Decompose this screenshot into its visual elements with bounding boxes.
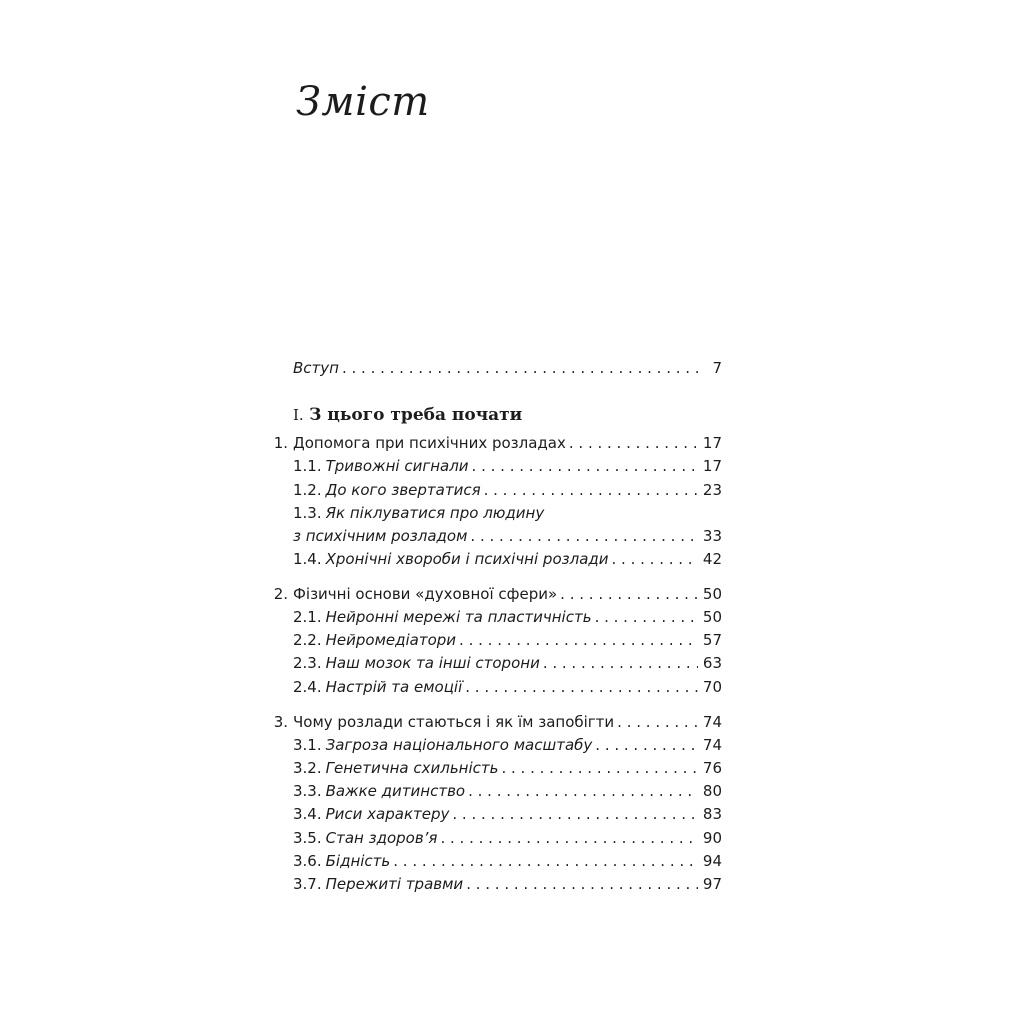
subentry-number: 1.4.	[293, 550, 322, 568]
subentry-title: Нейромедіатори	[325, 631, 457, 649]
leader-dots	[393, 850, 698, 873]
toc-page-number: 90	[702, 829, 722, 847]
toc-page-number: 83	[702, 805, 722, 823]
leader-dots	[612, 548, 698, 571]
leader-dots	[595, 734, 698, 757]
leader-dots	[569, 432, 698, 455]
toc-chapter-3[interactable]	[262, 711, 722, 734]
subentry-number: 2.4.	[293, 678, 322, 696]
toc-subentry-1-3-line1[interactable]	[262, 502, 722, 525]
leader-dots	[484, 479, 698, 502]
chapter-title: Фізичні основи «духовної сфери»	[293, 585, 558, 603]
leader-dots	[342, 357, 698, 380]
toc-subentry-3-6[interactable]	[262, 850, 722, 873]
toc-page-number: 97	[702, 875, 722, 893]
leader-dots	[472, 455, 698, 478]
toc-page-number: 63	[702, 654, 722, 672]
toc-subentry-3-7[interactable]	[262, 873, 722, 896]
leader-dots	[595, 606, 698, 629]
toc-page-number: 42	[702, 550, 722, 568]
toc-subentry-2-2[interactable]	[262, 629, 722, 652]
toc-page-number: 57	[702, 631, 722, 649]
page-title: Зміст	[296, 79, 430, 125]
chapter-number: 2.	[273, 585, 288, 603]
toc-subentry-2-1[interactable]	[262, 606, 722, 629]
subentry-title: Нейронні мережі та пластичність	[325, 608, 592, 626]
chapter-title: Допомога при психічних розладах	[293, 434, 566, 452]
subentry-title: Риси характеру	[325, 805, 450, 823]
subentry-number: 3.5.	[293, 829, 322, 847]
toc-page-number: 74	[702, 713, 722, 731]
subentry-number: 1.1.	[293, 457, 322, 475]
leader-dots	[452, 803, 698, 826]
section-title: З цього треба почати	[309, 405, 523, 425]
subentry-title: Наш мозок та інші сторони	[325, 654, 540, 672]
subentry-number: 3.6.	[293, 852, 322, 870]
toc-page-number: 33	[702, 527, 722, 545]
leader-dots	[440, 827, 698, 850]
subentry-title-continued: з психічним розладом	[293, 527, 468, 545]
toc-page-number: 7	[712, 359, 722, 377]
subentry-number: 3.7.	[293, 875, 322, 893]
subentry-number: 3.3.	[293, 782, 322, 800]
section-number: I.	[293, 406, 304, 424]
toc-page-number: 23	[702, 481, 722, 499]
toc-subentry-1-2[interactable]	[262, 479, 722, 502]
subentry-title: Важке дитинство	[325, 782, 466, 800]
toc-subentry-3-1[interactable]	[262, 734, 722, 757]
toc-page-number: 50	[702, 585, 722, 603]
toc-page-number: 50	[702, 608, 722, 626]
subentry-title: Настрій та емоції	[325, 678, 463, 696]
subentry-title: Як піклуватися про людину	[325, 504, 545, 522]
chapter-title: Чому розлади стаються і як їм запобігти	[293, 713, 615, 731]
subentry-number: 2.3.	[293, 654, 322, 672]
toc-chapter-1[interactable]	[262, 432, 722, 455]
leader-dots	[470, 525, 698, 548]
section-heading	[293, 403, 522, 427]
toc-subentry-3-5[interactable]	[262, 827, 722, 850]
leader-dots	[617, 711, 698, 734]
toc-subentry-3-3[interactable]	[262, 780, 722, 803]
toc-entry-label: Вступ	[293, 359, 339, 377]
toc-page-number: 74	[702, 736, 722, 754]
subentry-number: 2.2.	[293, 631, 322, 649]
toc-page-number: 17	[702, 457, 722, 475]
toc-subentry-1-3-line2[interactable]	[262, 525, 722, 548]
leader-dots	[466, 873, 698, 896]
subentry-title: Тривожні сигнали	[325, 457, 469, 475]
subentry-number: 3.4.	[293, 805, 322, 823]
toc-entry-intro[interactable]	[262, 357, 722, 380]
subentry-number: 1.2.	[293, 481, 322, 499]
toc-subentry-3-4[interactable]	[262, 803, 722, 826]
subentry-title: Загроза національного масштабу	[325, 736, 593, 754]
chapter-number: 1.	[273, 434, 288, 452]
toc-subentry-2-3[interactable]	[262, 652, 722, 675]
leader-dots	[468, 780, 698, 803]
subentry-title: Генетична схильність	[325, 759, 499, 777]
toc-chapter-2[interactable]	[262, 583, 722, 606]
chapter-number: 3.	[273, 713, 288, 731]
leader-dots	[465, 676, 698, 699]
subentry-title: Пережиті травми	[325, 875, 464, 893]
toc-subentry-2-4[interactable]	[262, 676, 722, 699]
subentry-number: 2.1.	[293, 608, 322, 626]
toc-page-number: 76	[702, 759, 722, 777]
leader-dots	[501, 757, 698, 780]
toc-subentry-3-2[interactable]	[262, 757, 722, 780]
subentry-number: 3.1.	[293, 736, 322, 754]
subentry-number: 3.2.	[293, 759, 322, 777]
toc-subentry-1-1[interactable]	[262, 455, 722, 478]
subentry-number: 1.3.	[293, 504, 322, 522]
toc-page-number: 80	[702, 782, 722, 800]
leader-dots	[459, 629, 698, 652]
leader-dots	[543, 652, 698, 675]
leader-dots	[560, 583, 698, 606]
toc-page-number: 70	[702, 678, 722, 696]
toc-subentry-1-4[interactable]	[262, 548, 722, 571]
toc-page-number: 17	[702, 434, 722, 452]
subentry-title: Бідність	[325, 852, 391, 870]
subentry-title: Хронічні хвороби і психічні розлади	[325, 550, 609, 568]
toc-page-number: 94	[702, 852, 722, 870]
subentry-title: Стан здоров’я	[325, 829, 438, 847]
subentry-title: До кого звертатися	[325, 481, 481, 499]
